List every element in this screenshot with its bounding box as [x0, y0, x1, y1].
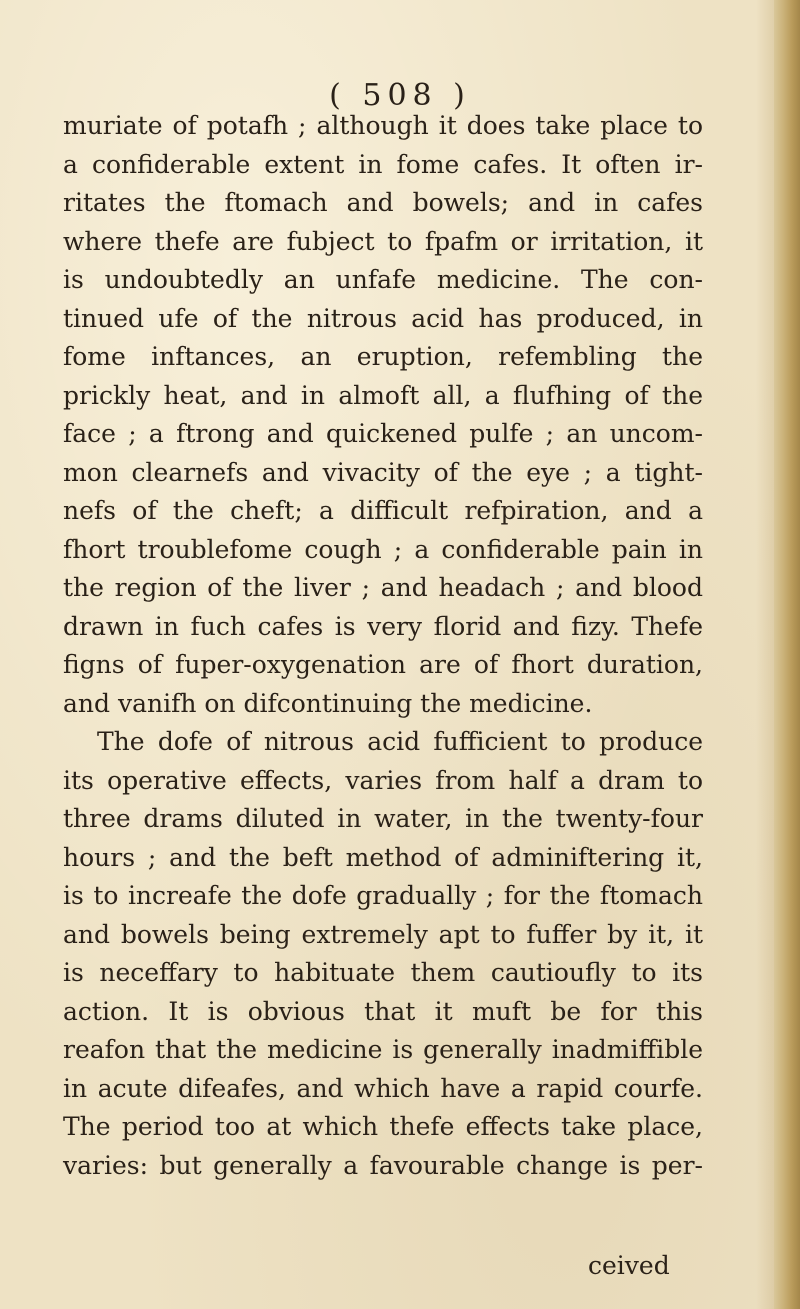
- text-line: hours ; and the beft method of adminiftering it,: [63, 842, 703, 872]
- text-line: is neceffary to habituate them cautioufly to its: [63, 958, 703, 987]
- text-line: muriate of potafh ; although it does take place to: [63, 111, 703, 140]
- page-number: ( 508 ): [329, 78, 471, 113]
- text-line: face ; a ftrong and quickened pulfe ; an uncom-: [63, 419, 703, 448]
- body-text: [63, 107, 703, 1185]
- text-line: and vanifh on difcontinuing the medicine.: [63, 688, 593, 718]
- text-line: varies: but generally a favourable change is per-: [63, 1150, 703, 1180]
- text-line: action. It is obvious that it muft be for this: [63, 996, 703, 1026]
- text-line: reafon that the medicine is generally inadmiffible: [63, 1035, 703, 1064]
- text-line: tinued ufe of the nitrous acid has produced, in: [63, 303, 703, 333]
- text-line: where thefe are fubject to fpafm or irritation, it: [63, 226, 703, 256]
- text-line: three drams diluted in water, in the twenty-four: [63, 804, 703, 833]
- text-line-paragraph-start: The dofe of nitrous acid fufficient to produce: [97, 727, 703, 756]
- text-line: figns of fuper-oxygenation are of fhort duration,: [63, 650, 703, 679]
- text-line: drawn in fuch cafes is very florid and fizy. Thefe: [63, 611, 703, 641]
- catchword: ceived: [588, 1251, 670, 1280]
- text-line: is undoubtedly an unfafe medicine. The con-: [63, 265, 703, 294]
- text-line: the region of the liver ; and headach ; and blood: [63, 573, 703, 602]
- text-line: nefs of the cheft; a difficult refpiration, and a: [63, 496, 703, 525]
- text-line: fome inftances, an eruption, refembling the: [63, 342, 703, 371]
- text-line: is to increafe the dofe gradually ; for the ftomach: [63, 881, 703, 910]
- text-line: a confiderable extent in fome cafes. It often ir-: [63, 149, 703, 179]
- text-line: The period too at which thefe effects take place,: [63, 1112, 703, 1141]
- text-line: prickly heat, and in almoft all, a flufhing of the: [63, 380, 703, 410]
- page-edge: [774, 0, 800, 1309]
- text-line: fhort troublefome cough ; a confiderable pain in: [63, 534, 703, 564]
- text-line: in acute difeafes, and which have a rapid courfe.: [63, 1073, 703, 1103]
- text-line: mon clearnefs and vivacity of the eye ; a tight-: [63, 457, 703, 487]
- page-edge-shadow: [756, 0, 774, 1309]
- text-line: its operative effects, varies from half a dram to: [63, 765, 703, 795]
- text-line: ritates the ftomach and bowels; and in cafes: [63, 188, 703, 217]
- text-line: and bowels being extremely apt to fuffer by it, it: [63, 919, 703, 949]
